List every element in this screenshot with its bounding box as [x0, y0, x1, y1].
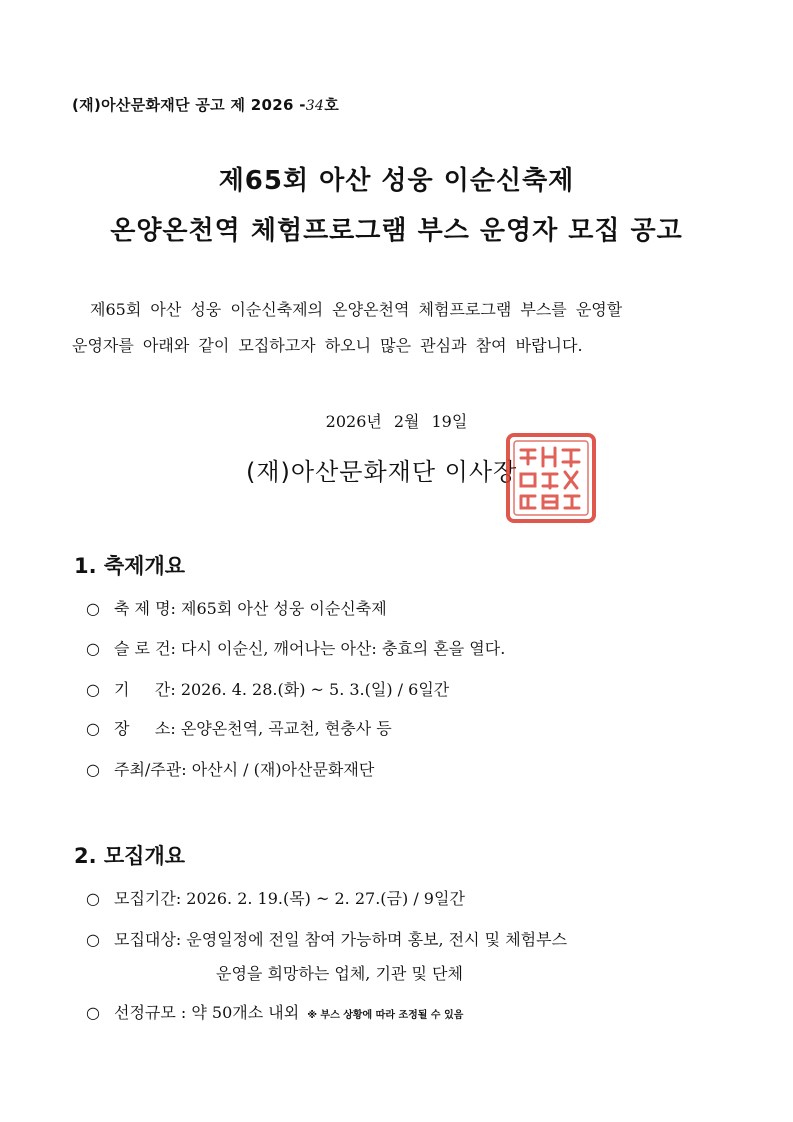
date-year: 2026년 [325, 412, 382, 431]
intro-paragraph [72, 292, 732, 364]
notice-number-handwritten: 34 [305, 98, 325, 114]
bullet-icon: ○ [86, 889, 100, 908]
list-item [86, 596, 387, 619]
list-item [86, 757, 374, 780]
festival-organizer: 주최/주관: 아산시 / (재)아산문화재단 [114, 760, 375, 779]
official-seal-icon [505, 432, 597, 524]
notice-number-suffix: 호 [324, 96, 339, 114]
festival-period: 기 간: 2026. 4. 28.(화) ~ 5. 3.(일) / 6일간 [114, 680, 450, 699]
title-line-2: 온양온천역 체험프로그램 부스 운영자 모집 공고 [110, 216, 683, 246]
recruit-target: 모집대상: 운영일정에 전일 참여 가능하며 홍보, 전시 및 체험부스 [114, 930, 568, 949]
date-day: 19일 [431, 412, 468, 431]
festival-venue: 장 소: 온양온천역, 곡교천, 현충사 등 [114, 719, 392, 738]
festival-name: 축 제 명: 제65회 아산 성웅 이순신축제 [114, 599, 387, 618]
scale-note: ※ 부스 상황에 따라 조정될 수 있음 [307, 1010, 464, 1021]
bullet-icon: ○ [86, 930, 100, 949]
bullet-icon: ○ [86, 760, 100, 779]
notice-number-text: (재)아산문화재단 공고 제 2026 - [72, 96, 306, 114]
bullet-icon: ○ [86, 680, 100, 699]
date-month: 2월 [393, 412, 420, 431]
bullet-icon: ○ [86, 639, 100, 658]
section-2-heading: 2. 모집개요 [74, 844, 186, 868]
festival-slogan: 슬 로 건: 다시 이순신, 깨어나는 아산: 충효의 혼을 열다. [114, 639, 506, 658]
list-item [86, 677, 449, 700]
selection-scale: 선정규모 : 약 50개소 내외 [114, 1003, 300, 1022]
list-item [86, 636, 505, 659]
list-item [86, 1000, 463, 1023]
title-line-1: 제65회 아산 성웅 이순신축제 [218, 166, 575, 196]
intro-line-1: 제65회 아산 성웅 이순신축제의 온양온천역 체험프로그램 부스를 운영할 [90, 300, 623, 319]
notice-number [72, 94, 339, 115]
list-item [86, 886, 465, 909]
bullet-icon: ○ [86, 599, 100, 618]
bullet-icon: ○ [86, 1003, 100, 1022]
list-item [86, 716, 392, 739]
bullet-icon: ○ [86, 719, 100, 738]
intro-line-2: 운영자를 아래와 같이 모집하고자 하오니 많은 관심과 참여 바랍니다. [72, 336, 583, 355]
announcement-date [0, 409, 793, 432]
section-1-heading: 1. 축제개요 [74, 554, 186, 578]
list-item [86, 927, 567, 950]
recruit-target-continuation: 운영을 희망하는 업체, 기관 및 단체 [216, 964, 463, 983]
issuer-name: (재)아산문화재단 이사장 [246, 458, 518, 486]
recruit-period: 모집기간: 2026. 2. 19.(목) ~ 2. 27.(금) / 9일간 [114, 889, 465, 908]
